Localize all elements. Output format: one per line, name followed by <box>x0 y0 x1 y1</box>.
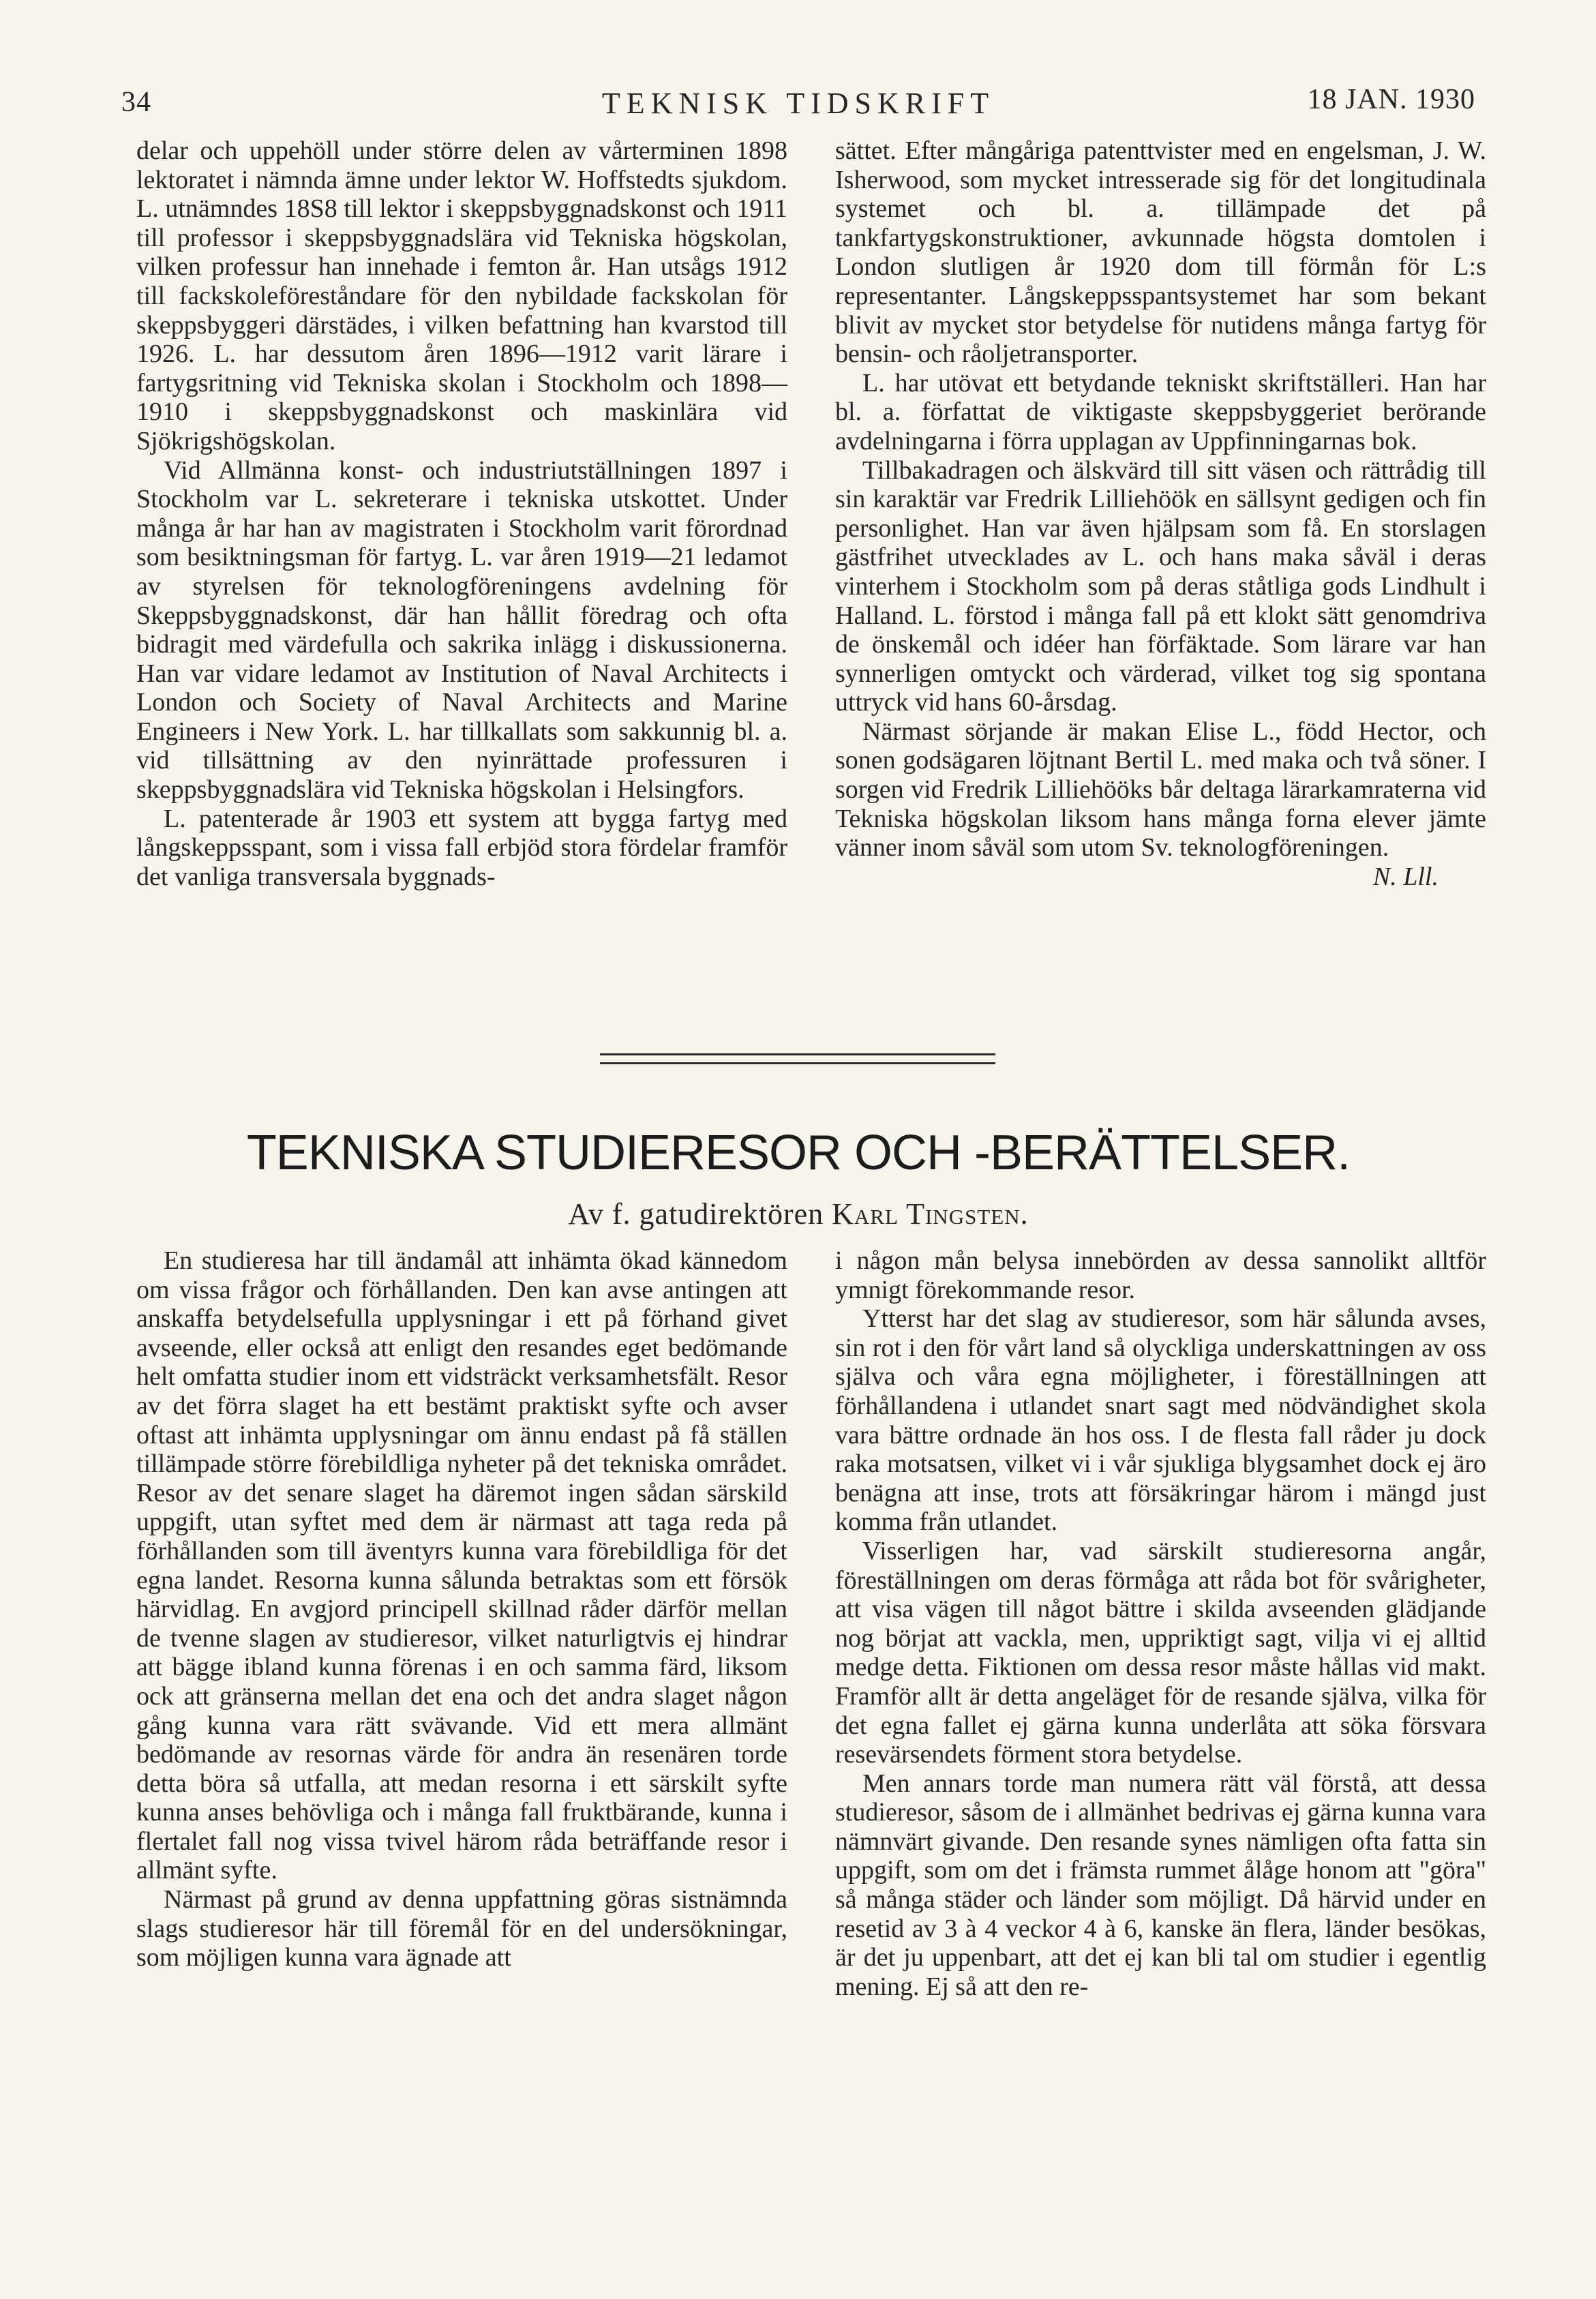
paragraph: i någon mån belysa innebörden av dessa sannolikt alltför ymnigt förekommande resor. <box>835 1246 1486 1304</box>
article-left-column <box>136 1246 787 1972</box>
paragraph: L. har utövat ett betydande tekniskt skriftställeri. Han har bl. a. författat de viktigaste skeppsbyggeriet berörande avdelningarna i förra upplagan av Uppfinningarnas bok. <box>835 368 1486 455</box>
paragraph: Visserligen har, vad särskilt studieresorna angår, föreställningen om deras förmåga att råda bot för svårigheter, att visa vägen till något bättre i skilda avseenden glädjande nog börjat att vackla, men, uppriktigt sagt, vilja vi ej alltid medge detta. Fiktionen om dessa resor måste hållas vid makt. Framför allt är detta angeläget för de resande själva, vilka för det egna fallet ej gärna kunna underlåta att söka försvara resevärsendets förment stora betydelse. <box>835 1536 1486 1769</box>
journal-title: TEKNISK TIDSKRIFT <box>601 87 995 120</box>
paragraph: L. patenterade år 1903 ett system att bygga fartyg med långskeppsspant, som i vissa fall erbjöd stora fördelar framför det vanliga transversala byggnads- <box>136 804 787 891</box>
author-signature: N. Lll. <box>1372 862 1439 891</box>
article-title: TEKNISKA STUDIERESOR OCH -BERÄTTELSER. <box>246 1126 1351 1180</box>
article-right-column <box>835 1246 1486 2001</box>
paragraph: Tillbakadragen och älskvärd till sitt väsen och rättrådig till sin karaktär var Fredrik Lilliehöök en sällsynt gedigen och fin personlighet. Han var även hjälpsam som få. En storslagen gästfrihet utvecklades av L. och hans maka såväl i deras vinterhem i Stockholm som på deras ståtliga gods Lindhult i Halland. L. förstod i många fall på ett klokt sätt genomdriva de önskemål och idéer han förfäktade. Som lärare var han synnerligen omtyckt och värderad, vilket tog sig spontana uttryck vid hans 60-årsdag. <box>835 455 1486 717</box>
paragraph: Ytterst har det slag av studieresor, som här sålunda avses, sin rot i den för vårt land så olyckliga underskattningen av oss själva och våra egna möjligheter, i föreställningen att förhållandena i utlandet snart sagt med nödvändighet skola vara bättre ordnade än hos oss. I de flesta fall råder ju dock raka motsatsen, vilket vi i vår sjukliga blygsamhet dock ej äro benägna att inse, trots att försäkringar härom i mängd just komma från utlandet. <box>835 1304 1486 1537</box>
obituary-left-column <box>136 136 787 891</box>
section-divider <box>600 1053 995 1064</box>
paragraph: delar och uppehöll under större delen av vårterminen 1898 lektoratet i nämnda ämne under lektor W. Hoffstedts sjukdom. L. utnämndes 18S8 till lektor i skeppsbyggnadskonst och 1911 till professor i skeppsbyggnadslära vid Tekniska högskolan, vilken professur han innehade i femton år. Han utsågs 1912 till fackskoleföreståndare för den nybildade fackskolan för skeppsbyggeri därstädes, i vilken befattning han kvarstod till 1926. L. har dessutom åren 1896—1912 varit lärare i fartygsritning vid Tekniska skolan i Stockholm och 1898—1910 i skeppsbyggnadskonst och maskinlära vid Sjökrigshögskolan. <box>136 136 787 455</box>
obituary-right-column <box>835 136 1486 891</box>
paragraph: Närmast sörjande är makan Elise L., född Hector, och sonen godsägaren löjtnant Bertil L. med maka och två söner. I sorgen vid Fredrik Lilliehööks bår deltaga lärarkamraterna vid Tekniska högskolan liksom hans många forna elever jämte vänner inom såväl som utom Sv. teknologföreningen. <box>835 717 1486 862</box>
paragraph: sättet. Efter mångåriga patenttvister med en engelsman, J. W. Isherwood, som mycket intresserade sig för det longitudinala systemet och bl. a. tillämpade det på tankfartygskonstruktioner, avkunnade högsta domtolen i London slutligen år 1920 dom till förmån för L:s representanter. Långskeppsspantsystemet har som bekant blivit av mycket stor betydelse för nutidens många fartyg för bensin- och råoljetransporter. <box>835 136 1486 369</box>
issue-date: 18 JAN. 1930 <box>1307 84 1475 115</box>
paragraph: Vid Allmänna konst- och industriutställningen 1897 i Stockholm var L. sekreterare i tekniska utskottet. Under många år har han av magistraten i Stockholm varit förordnad som besiktningsman för fartyg. L. var åren 1919—21 ledamot av styrelsen för teknologföreningens avdelning för Skeppsbyggnadskonst, där han hållit föredrag och ofta bidragit med värdefulla och sakrika inlägg i diskussionerna. Han var vidare ledamot av Institution of Naval Architects i London och Society of Naval Architects and Marine Engineers i New York. L. har tillkallats som sakkunnig bl. a. vid tillsättning av den nyinrättade professuren i skeppsbyggnadslära vid Tekniska högskolan i Helsingfors. <box>136 455 787 805</box>
paragraph: Närmast på grund av denna uppfattning göras sistnämnda slags studieresor här till föremål för en del undersökningar, som möjligen kunna vara ägnade att <box>136 1885 787 1972</box>
byline <box>121 1197 1475 1231</box>
author-name: Karl Tingsten. <box>832 1197 1029 1231</box>
paragraph: En studieresa har till ändamål att inhämta ökad kännedom om vissa frågor och förhållanden. Den kan avse antingen att anskaffa betydelsefulla upplysningar i ett på förhand givet avseende, eller också att enligt den resandes eget bedömande helt omfatta studier inom ett vidsträckt verksamhetsfält. Resor av det förra slaget ha ett bestämt praktiskt syfte och avser oftast att inhämta upplysningar om ännu endast på få ställen tillämpade större förebildliga nyheter på det tekniska området. Resor av det senare slaget ha däremot ingen sådan särskild uppgift, utan syftet med dem är närmast att taga reda på förhållanden som till äventyrs kunna vara förebildliga för det egna landet. Resorna kunna sålunda betraktas som ett försök härvidlag. En avgjord principell skillnad råder därför mellan de tvenne slagen av studieresor, vilket naturligtvis ej hindrar att bägge ibland kunna förenas i en och samma färd, liksom ock att gränserna mellan det ena och det andra slaget någon gång kunna vara rätt svävande. Vid ett mera allmänt bedömande av resornas värde för andra än resenären torde detta böra så utfalla, att medan resorna i ett särskilt syfte kunna anses behövliga och i många fall fruktbärande, kunna i flertalet fall nog vissa tvivel härom råda beträffande resor i allmänt syfte. <box>136 1246 787 1885</box>
byline-prefix: Av f. gatudirektören <box>568 1197 824 1231</box>
page-number: 34 <box>121 87 151 118</box>
page-header <box>121 80 1475 128</box>
paragraph: Men annars torde man numera rätt väl förstå, att dessa studieresor, såsom de i allmänhet bedrivas ej gärna kunna vara nämnvärt givande. Den resande synes nämligen ofta fatta sin uppgift, som om det i främsta rummet ålåge honom att "göra" så många städer och länder som möjligt. Då härvid under en resetid av 3 à 4 veckor 4 à 6, kanske än flera, länder besökas, är det ju uppenbart, att det ej kan bli tal om studier i egentlig mening. Ej så att den re- <box>835 1769 1486 2001</box>
